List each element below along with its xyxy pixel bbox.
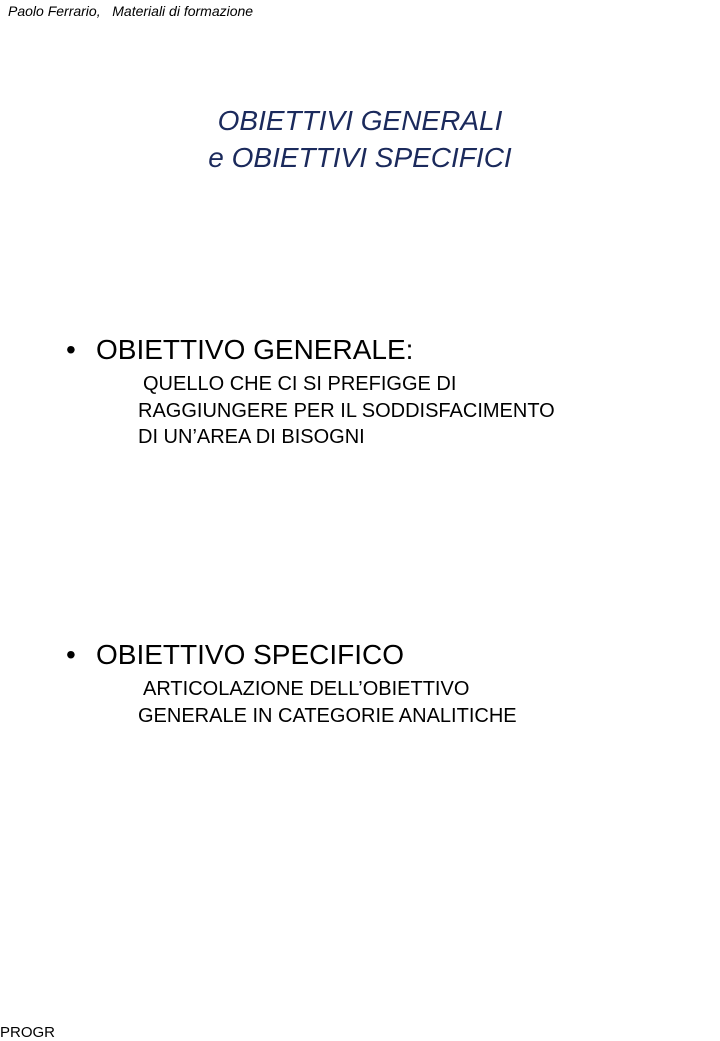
page-header: Paolo Ferrario, Materiali di formazione (8, 3, 254, 19)
description-line: DI UN’AREA DI BISOGNI (138, 426, 365, 448)
bullet-item-general (66, 333, 706, 451)
bullet-heading-text: OBIETTIVO SPECIFICO (96, 639, 405, 670)
bullet-icon: • (66, 334, 76, 365)
title-line-1: OBIETTIVI GENERALI (217, 105, 503, 136)
description-line: ARTICOLAZIONE DELL’OBIETTIVO (143, 678, 470, 700)
description-line: GENERALE IN CATEGORIE ANALITICHE (138, 704, 517, 727)
bullet-description (138, 371, 706, 451)
description-line: QUELLO CHE CI SI PREFIGGE DI (143, 373, 457, 395)
bullet-heading (66, 638, 706, 672)
bullet-item-specific (66, 638, 706, 729)
bullet-heading-text: OBIETTIVO GENERALE: (96, 334, 414, 365)
title-line-2: e OBIETTIVI SPECIFICI (208, 142, 512, 173)
page-title (0, 102, 720, 176)
bullet-icon: • (66, 639, 76, 670)
description-line: RAGGIUNGERE PER IL SODDISFACIMENTO (138, 399, 555, 422)
page-footer: PROGR (0, 1024, 56, 1041)
bullet-description (138, 676, 706, 729)
bullet-heading (66, 333, 706, 367)
